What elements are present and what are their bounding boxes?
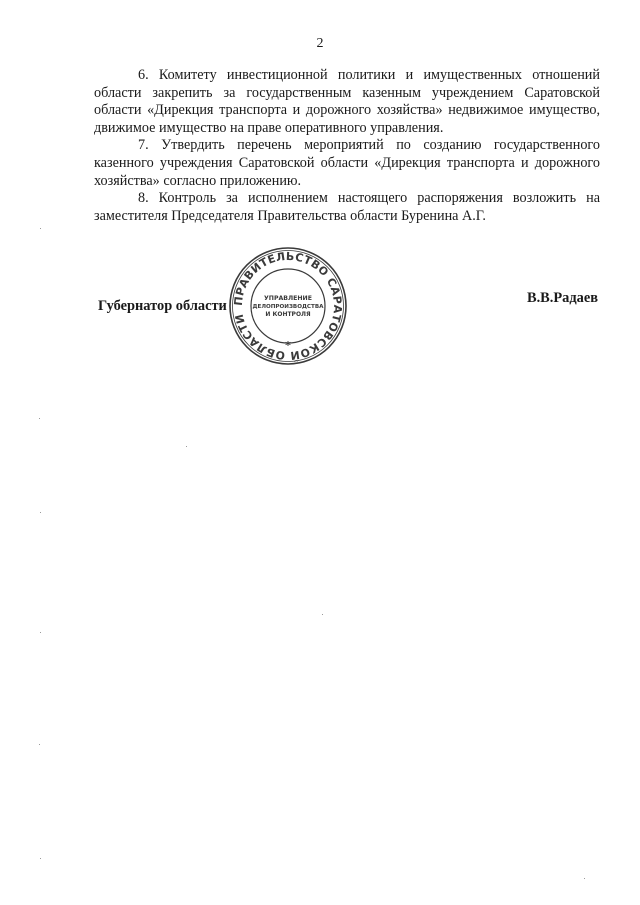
scan-speck xyxy=(39,418,40,419)
signatory-title: Губернатор области xyxy=(98,298,227,314)
seal-center-line-3: И КОНТРОЛЯ xyxy=(265,311,311,318)
signatory-name: В.В.Радаев xyxy=(526,290,598,306)
seal-center-line-2: ДЕЛОПРОИЗВОДСТВА xyxy=(252,304,324,310)
scan-speck xyxy=(584,878,585,879)
paragraph-7: 7. Утвердить перечень мероприятий по созданию государственного казенного учреждения Саратовской области «Дирекция транспорта и дорожного хозяйства» согласно приложению. xyxy=(94,137,600,189)
scan-speck xyxy=(322,614,323,615)
scan-speck xyxy=(39,744,40,745)
scan-speck xyxy=(186,446,187,447)
paragraph-8: 8. Контроль за исполнением настоящего распоряжения возложить на заместителя Председателя Правительства области Буренина А.Г. xyxy=(94,190,600,224)
scan-speck xyxy=(40,228,41,229)
scan-speck xyxy=(40,632,41,633)
scan-speck xyxy=(40,512,41,513)
seal-ring-text: ПРАВИТЕЛЬСТВО САРАТОВСКОЙ ОБЛАСТИ xyxy=(231,249,345,363)
official-seal-stamp xyxy=(226,244,350,368)
seal-star-icon: * xyxy=(285,339,291,352)
scan-speck xyxy=(40,858,41,859)
paragraph-6: 6. Комитету инвестиционной политики и имущественных отношений области закрепить за государственным казенным учреждением Саратовской области «Дирекция транспорта и дорожного хозяйства» недвижимое имущество, движимое имущество на праве оперативного управления. xyxy=(94,67,600,136)
seal-center-line-1: УПРАВЛЕНИЕ xyxy=(264,295,312,302)
document-body xyxy=(94,67,600,225)
page-number: 2 xyxy=(316,36,324,51)
